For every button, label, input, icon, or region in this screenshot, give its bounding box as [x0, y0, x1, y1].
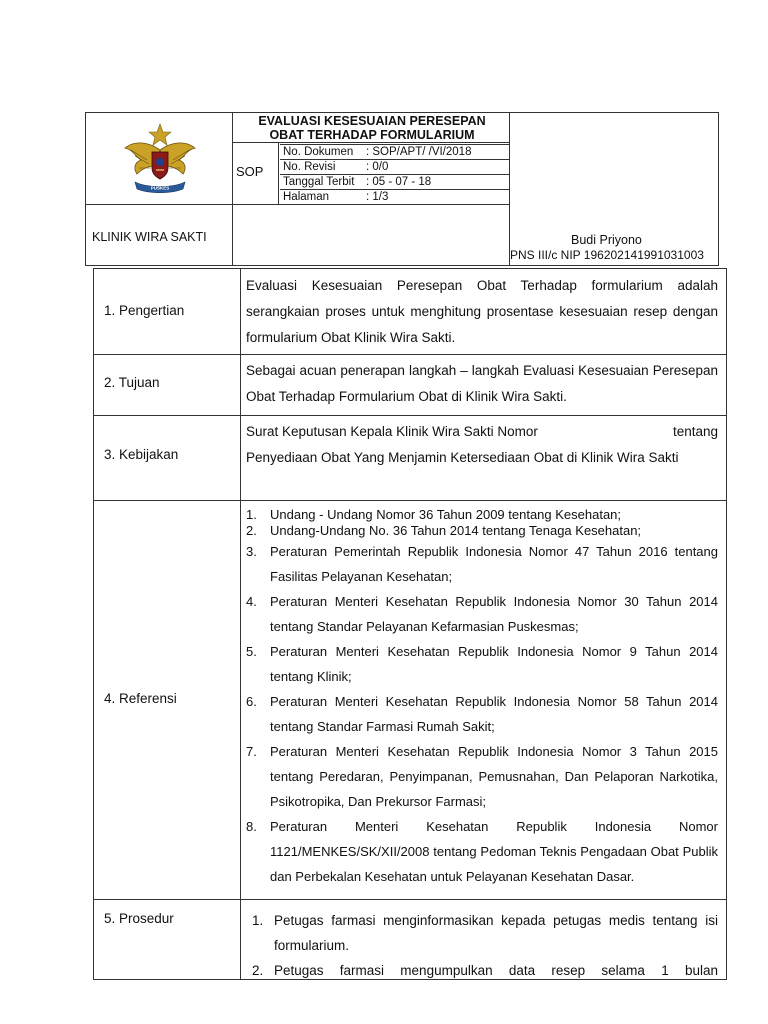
clinic-name: KLINIK WIRA SAKTI: [92, 230, 207, 244]
list-item: 6. Peraturan Menteri Kesehatan Republik Indonesia Nomor 58 Tahun 2014 tentang Standar Farmasi Rumah Sakit;: [246, 694, 718, 734]
section-label: 5. Prosedur: [104, 911, 174, 926]
procedure-list: [246, 908, 718, 980]
meta-row-revisi: [280, 159, 510, 174]
meta-key: Tanggal Terbit: [283, 176, 355, 188]
meta-key: No. Dokumen: [283, 146, 354, 158]
list-item: 8. Peraturan Menteri Kesehatan Republik Indonesia Nomor 1121/MENKES/SK/XII/2008 tentang Pedoman Teknis Pengadaan Obat Publik dan Perbekalan Kesehatan untuk Pelayanan Kesehatan Dasar.: [246, 819, 718, 884]
list-item: 1. Petugas farmasi menginformasikan kepada petugas medis tentang isi formularium.: [252, 913, 718, 953]
section-referensi: [94, 501, 726, 900]
list-item: 2. Undang-Undang No. 36 Tahun 2014 tentang Tenaga Kesehatan;: [246, 523, 642, 538]
list-item: 4. Peraturan Menteri Kesehatan Republik Indonesia Nomor 30 Tahun 2014 tentang Standar Pelayanan Kefarmasian Puskesmas;: [246, 594, 718, 634]
eagle-emblem-icon: [121, 122, 199, 196]
clinic-logo: [86, 113, 233, 204]
list-item: 2. Petugas farmasi mengumpulkan data resep selama 1 bulan: [252, 963, 718, 978]
title-line-2: OBAT TERHADAP FORMULARIUM: [269, 128, 475, 142]
section-pengertian: [94, 269, 726, 355]
title-line-1: EVALUASI KESESUAIAN PERESEPAN: [258, 114, 486, 128]
list-item: 3. Peraturan Pemerintah Republik Indonesia Nomor 47 Tahun 2016 tentang Fasilitas Pelayanan Kesehatan;: [246, 544, 718, 584]
list-item: 1. Undang - Undang Nomor 36 Tahun 2009 tentang Kesehatan;: [246, 507, 622, 522]
document-header: [85, 112, 719, 266]
meta-key: No. Revisi: [283, 161, 336, 173]
signer-nip: PNS III/c NIP 196202141991031003: [510, 248, 704, 262]
svg-text:PUSKES: PUSKES: [150, 185, 169, 190]
kebijakan-rest: Penyediaan Obat Yang Menjamin Ketersediaan Obat di Klinik Wira Sakti: [246, 450, 679, 465]
kebijakan-line-end: tentang: [672, 424, 718, 439]
section-label: 4. Referensi: [104, 691, 177, 706]
section-text: [246, 419, 718, 471]
section-label: 1. Pengertian: [104, 303, 185, 318]
list-item: 7. Peraturan Menteri Kesehatan Republik Indonesia Nomor 3 Tahun 2015 tentang Peredaran, Penyimpanan, Pemusnahan, Dan Pelaporan Narkotika, Psikotropika, Dan Prekursor Farmasi;: [246, 744, 718, 809]
list-item: 5. Peraturan Menteri Kesehatan Republik Indonesia Nomor 9 Tahun 2014 tentang Klinik;: [246, 644, 718, 684]
document-title: [234, 114, 510, 142]
section-tujuan: [94, 355, 726, 416]
meta-value: : SOP/APT/ /VI/2018: [366, 146, 472, 158]
section-label: 2. Tujuan: [104, 375, 160, 390]
document-meta-table: [280, 144, 510, 204]
signer-name: Budi Priyono: [571, 233, 642, 247]
meta-row-tanggal-terbit: [280, 174, 510, 189]
sop-content-table: [93, 268, 727, 980]
sop-label: SOP: [236, 164, 264, 179]
meta-value: : 0/0: [366, 161, 389, 173]
section-label: 3. Kebijakan: [104, 447, 179, 462]
section-text: Evaluasi Kesesuaian Peresepan Obat Terhadap formularium adalah serangkaian proses untuk menghitung prosentase kesesuaian resep dengan formularium Obat Klinik Wira Sakti.: [246, 278, 718, 345]
meta-value: : 1/3: [366, 191, 389, 203]
section-text: Sebagai acuan penerapan langkah – langkah Evaluasi Kesesuaian Peresepan Obat Terhadap Formularium Obat di Klinik Wira Sakti.: [246, 363, 718, 404]
meta-key: Halaman: [283, 191, 330, 203]
section-kebijakan: [94, 416, 726, 501]
meta-value: : 05 - 07 - 18: [366, 176, 432, 188]
meta-row-dokumen: [280, 144, 510, 159]
kebijakan-line-start: Surat Keputusan Kepala Klinik Wira Sakti Nomor: [246, 424, 538, 439]
reference-list: [246, 507, 718, 889]
section-prosedur: [94, 900, 726, 980]
meta-row-halaman: [280, 189, 510, 204]
